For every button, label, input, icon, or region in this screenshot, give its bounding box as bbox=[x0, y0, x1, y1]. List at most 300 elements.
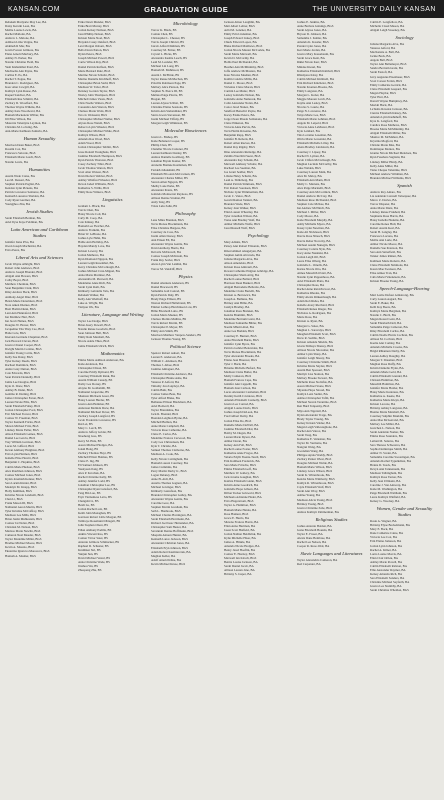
graduate-name: Nicolas S. Laurie, BA bbox=[297, 104, 325, 109]
graduate-name: Erin Elaine Jameson, BA bbox=[370, 539, 402, 544]
graduate-name: Gabrielle L. Ornells, BA bbox=[297, 262, 328, 267]
graduate-name: Jennifer Marie Holder, BA bbox=[370, 385, 404, 390]
graduate-name: Katherine S. Willis, BGS bbox=[78, 185, 110, 190]
graduate-name: Madeleine Anne Rich, BA bbox=[78, 280, 111, 285]
graduate-name: Jennifer B. Rebeck, BA bbox=[224, 137, 254, 142]
graduate-name: Zachary Parker Wiest, BGS bbox=[297, 457, 332, 462]
graduate-name: Raphael D. Schuster, BS bbox=[78, 543, 109, 548]
graduate-name: Braina D. Teeck, BA bbox=[370, 462, 396, 467]
graduate-name: Ashly Michelle Myers, BA bbox=[297, 222, 331, 227]
graduate-name: Jordan Kelsey Neilson, BGS bbox=[78, 28, 114, 33]
graduate-name: Anne El-Aldi, BA bbox=[151, 476, 174, 481]
department-heading: Literature, Language and Writing bbox=[81, 312, 144, 318]
graduate-name: Daniel Andrew McCray, BA bbox=[297, 194, 333, 199]
graduate-name: Gemma R. Dutting, BGS bbox=[5, 391, 37, 396]
graduate-name: Katherine E. Verkstner, BA bbox=[297, 436, 331, 441]
graduate-name: Sarah E. Baker, BA bbox=[370, 300, 395, 305]
graduate-name: Garrison Robert Little Morgan, BS bbox=[78, 515, 122, 520]
graduate-name: Claire E. Carlos, BA bbox=[151, 432, 177, 437]
graduate-name: Sara Theresa Schwestra, BA bbox=[370, 442, 406, 447]
graduate-name: Brianna Michelle Buford, BA bbox=[224, 365, 261, 370]
graduate-name: Ashlee Young, BA bbox=[297, 493, 321, 498]
graduate-name: Caitlin Michael Kimbrell, BA bbox=[297, 76, 335, 81]
graduate-name: Melissa Paige Pirotte, BS bbox=[151, 92, 183, 97]
graduate-name: Justin Allen Dorsey, BGS bbox=[151, 234, 183, 239]
graduate-name: Michael Lin Long, BS bbox=[151, 64, 179, 69]
graduate-name: Hannah Jean Carlson, BA bbox=[224, 386, 257, 391]
graduate-name: Anna Mae McGerrand, BA bbox=[370, 418, 404, 423]
graduate-name: Rachel A. Kilner, BA bbox=[370, 547, 397, 552]
graduate-name: Mallory Alice Pierson, BA bbox=[151, 84, 185, 89]
graduate-name: Rebecca Lynn Wheeler, BGS bbox=[78, 125, 115, 130]
graduate-name: Adam Robert Kazmierczak, BA bbox=[151, 549, 191, 554]
graduate-name: Jacob Clifton McCullough, BA bbox=[297, 157, 336, 162]
graduate-name: Michael Charles Harrington, BA bbox=[151, 513, 192, 518]
graduate-name: Conor Jarod Nunez, BA bbox=[224, 104, 254, 109]
graduate-name: Jordan Lynn Johnson, BA bbox=[370, 543, 403, 548]
graduate-name: Rosie A. Wagner, BA bbox=[370, 519, 397, 524]
department-heading: Sociology bbox=[395, 35, 414, 41]
graduate-name: Tyler Kristine McCaffrey, BGS bbox=[5, 509, 44, 514]
graduate-name: Courtney Christine Smith, BGS bbox=[297, 359, 337, 364]
graduate-name: Kylie Michelle Hiser, BA bbox=[224, 535, 256, 540]
graduate-name: Yash Kishanbhai Patel, BA bbox=[5, 64, 39, 69]
graduate-name: Anne Marie Campbell, BA bbox=[151, 424, 185, 429]
graduate-name: Claire Elizabeth Simmons, BA bbox=[370, 262, 409, 267]
graduate-name: Kenneth Lance Jackson, BGS bbox=[151, 537, 188, 542]
graduate-name: Angela M. Leipold, BGS bbox=[297, 121, 329, 126]
graduate-name: Kelly Anne Miller, BA bbox=[370, 163, 399, 168]
graduate-name: Ann-Marie Kathleen Zamrzla, BA bbox=[5, 129, 48, 134]
graduate-name: Lexi Morgan Osborn, BGS bbox=[78, 44, 112, 49]
graduate-name: Jack Jerome Gaughan, BGS bbox=[224, 475, 259, 480]
column-6 bbox=[369, 20, 440, 796]
graduate-name: Francesca Lucano, BA bbox=[370, 234, 399, 239]
graduate-name: Jasmine Elizabeth Dial, BA bbox=[224, 426, 259, 431]
graduate-name: Madeline Bertrum Grant, BA bbox=[224, 317, 261, 322]
graduate-name: Elizabeth Ann Mann, BGS bbox=[297, 177, 331, 182]
graduate-name: Courtney M. Ermer, BS bbox=[151, 48, 181, 53]
graduate-name: Bethanee Ellison Blackburn, BA bbox=[151, 399, 192, 404]
graduate-name: Mary Adkins, BGS bbox=[224, 240, 248, 245]
graduate-name: David Robert Webber, BGS bbox=[78, 173, 113, 178]
graduate-name: Jackson Abner Laughlin, BA bbox=[224, 20, 260, 24]
graduate-name: Austin William Canady, BS bbox=[78, 377, 113, 382]
graduate-name: Shawna Frances Harris, BA bbox=[224, 519, 259, 524]
graduate-name: Abigail Elizabeth Miller, BA bbox=[370, 131, 406, 136]
graduate-name: Abigail Louise Davis, BGS bbox=[224, 406, 259, 411]
graduate-name: Sarah Ann Wray, BGS bbox=[297, 489, 325, 494]
graduate-name: Chelsea Marie Watts, BGS bbox=[78, 109, 112, 114]
graduate-name: Moriah Huck, BA bbox=[370, 102, 393, 107]
graduate-name: Tevia Monae Brockmann, BA bbox=[151, 222, 189, 227]
graduate-name: Tyler J. Buck, BA bbox=[224, 361, 247, 366]
graduate-name: Kristina Marie Snyder, BGS bbox=[297, 363, 333, 368]
graduate-name: Madison Claire Butler, BA bbox=[224, 369, 258, 374]
graduate-name: Sarah Elizabeth Dell, BA bbox=[370, 321, 402, 326]
graduate-name: Steven Allen Nguyen, BS bbox=[151, 179, 183, 184]
graduate-name: Alexa Lynn Van Lanthal, BA bbox=[151, 262, 188, 267]
graduate-name: Alayna M. Goldsmith, BS bbox=[78, 385, 111, 390]
graduate-name: Kendra Brummit, BGS bbox=[224, 313, 253, 318]
graduate-name: Natalie Renee Goodwin, BGS bbox=[78, 327, 116, 332]
graduate-name: Connor W. Freeman, BGS bbox=[5, 415, 38, 420]
graduate-name: Luke A. Wright, BA bbox=[78, 301, 104, 306]
department-heading: Political Science bbox=[170, 344, 201, 350]
graduate-name: Chuck Edward Lopez, BA bbox=[224, 40, 257, 45]
department-heading: Philosophy bbox=[175, 210, 196, 216]
graduate-name: Sarah Elizabeth Fahey, BGS bbox=[5, 403, 41, 408]
graduate-name: Kaitlyn Lenz Sudler, BA bbox=[297, 392, 328, 397]
graduate-name: Rebekah Mariyarie May Lee, BA bbox=[5, 20, 47, 24]
graduate-name: Adolf Arnold Kline, BA bbox=[151, 557, 182, 562]
graduate-name: Andrea Kathryn Zimmerman, BA bbox=[297, 509, 339, 514]
graduate-name: Lauren Nicole Ellis, BGS bbox=[5, 399, 37, 404]
graduate-name: Paige N. Lawrence, BA bbox=[297, 109, 327, 114]
graduate-name: Cody Moore, BA bbox=[297, 214, 319, 219]
graduate-name: Jacob Frederick Lawrence, BS bbox=[78, 418, 116, 423]
graduate-name: Tanner James Rinner, BA bbox=[370, 254, 402, 259]
graduate-name: Holly Kuhlman, BGS bbox=[5, 488, 32, 493]
graduate-name: Natalie C. Birch, BA bbox=[370, 313, 397, 318]
graduate-name: Jackson Thomas Young, BS bbox=[151, 337, 186, 342]
column-5 bbox=[296, 20, 367, 796]
graduate-name: Jasmine Elizabeth Thompson, BGS bbox=[78, 153, 122, 158]
graduate-name: Kristin Danielle Flynn, BA bbox=[370, 365, 404, 370]
graduate-name: Stephen Cole McKee, BA bbox=[297, 202, 330, 207]
graduate-name: Amber Lynn Sharp, BA bbox=[297, 351, 327, 356]
graduate-name: Dominique Montez, BA bbox=[370, 147, 400, 152]
graduate-name: Katherine Anne Fragos, BA bbox=[224, 450, 259, 455]
graduate-name: Amber N. Swain, BA bbox=[370, 450, 397, 455]
graduate-name: Marie Rose, BA bbox=[297, 315, 318, 320]
graduate-name: Daniel Ray Rigsby, BGS bbox=[224, 145, 255, 150]
graduate-name: Nathaniel Aaron Martin, BGS bbox=[5, 504, 43, 509]
graduate-name: Hannah Lauren Courtney, BA bbox=[151, 460, 189, 465]
graduate-name: Victoria Rose Catherine, BA bbox=[151, 428, 187, 433]
graduate-name: Elizabeth Ella Ann McCracken, BS bbox=[151, 171, 195, 176]
graduate-name: Jennifer Young Cottle, BGS bbox=[5, 351, 40, 356]
graduate-columns bbox=[4, 20, 440, 796]
graduate-name: Kimberly Gabrielle Vela, BA bbox=[78, 289, 115, 293]
graduate-name: Kirsten A. Bertowicz, BA bbox=[224, 293, 257, 298]
graduate-name: Tamboye Rosemund Obiageli, BS bbox=[78, 519, 121, 524]
graduate-name: Shanice M. McMahon, BA bbox=[370, 135, 404, 140]
graduate-name: Jason Scott Hatfield, BA bbox=[224, 527, 255, 532]
graduate-name: James Cummins, BA bbox=[151, 464, 178, 469]
graduate-name: Leah M. Leander, BS bbox=[151, 60, 178, 65]
graduate-name: Sean Patrick Donnelly, BGS bbox=[5, 375, 41, 380]
graduate-name: Jordan Mathews, BA bbox=[78, 252, 105, 257]
graduate-name: Rowan Catherine Pidgion Arbridge, BA bbox=[224, 268, 274, 273]
graduate-name: Ashlea Christopher Tafiti, BA bbox=[297, 396, 335, 401]
graduate-name: Martine Nicole Schultz, BGS bbox=[78, 72, 115, 77]
graduate-name: Scott Carson Ferlan, BGS bbox=[370, 78, 403, 83]
graduate-name: Frank Mason III, BGS bbox=[5, 500, 33, 505]
graduate-name: Taylor M. Vermeire, BA bbox=[297, 440, 328, 445]
graduate-name: Taylor Alexandria Cameron, BA bbox=[297, 558, 338, 562]
graduate-name: Shelby Lane Parks, BS bbox=[151, 183, 180, 188]
graduate-name: Erica Perez, BA bbox=[5, 248, 26, 253]
graduate-name: William C. Atkinson, BA bbox=[151, 359, 183, 364]
graduate-name: Daniel Lee Garcia, BGS bbox=[5, 436, 36, 441]
graduate-name: Maxwell Anthony Scholtz, BA bbox=[224, 161, 263, 166]
graduate-name: Brady Paige Ellison, BS bbox=[151, 296, 182, 301]
graduate-name: Valaria Edyth Fuente-Tarell, BGS bbox=[224, 454, 266, 459]
graduate-name: Bobby M. Dugan, BA bbox=[224, 430, 252, 435]
graduate-name: Jacob Thomas Warren, BGS bbox=[78, 165, 114, 170]
graduate-name: Morgan G. Salee, BA bbox=[297, 323, 324, 328]
graduate-name: Brenna Marie Marshall, BA bbox=[370, 410, 405, 415]
graduate-name: Lane Miles Brennan, BGS bbox=[151, 217, 184, 222]
graduate-name: Sandford Benedict Payne, BA bbox=[224, 109, 262, 114]
graduate-name: Mitchell James Vieux, BGS bbox=[78, 96, 113, 101]
graduate-name: Jordan Leigh Oil, BGS bbox=[297, 254, 326, 259]
column-4 bbox=[223, 20, 294, 796]
graduate-name: Kathryn Rose Turner, BA bbox=[370, 474, 402, 479]
graduate-name: Courtney Ann McCormick, BGS bbox=[297, 189, 338, 194]
graduate-name: Courtney Sulphin Mauldin, BA bbox=[370, 414, 410, 419]
graduate-name: Sara Elizabeth Sanders, BA bbox=[370, 575, 405, 580]
graduate-name: Mollie Ann Lurie, BA bbox=[370, 238, 398, 243]
graduate-name: Kiersten Gertrude Chapman, BGS bbox=[5, 335, 48, 339]
graduate-name: Stephen Aubin Alvarado, BA bbox=[224, 252, 261, 257]
graduate-name: Katharine A. Keene, BA bbox=[370, 393, 401, 398]
department-heading: Speech-Language-Hearing bbox=[379, 285, 430, 291]
graduate-name: Madeline Frances Carwood, BA bbox=[151, 436, 192, 441]
department-heading: Human Sexuality bbox=[23, 136, 56, 142]
graduate-name: Taylor Kenneth Fricks, BGS bbox=[5, 419, 41, 424]
graduate-name: Ryan Fusahara Sugitani, BA bbox=[370, 155, 406, 160]
graduate-name: Jorge Owen Pineda Saldanana, BA bbox=[224, 117, 268, 122]
graduate-name: Laura Elise Olberg, BA bbox=[297, 258, 327, 263]
graduate-name: Isabelle Avery Riechard, BGS bbox=[297, 303, 335, 308]
graduate-name: Tyler Kelsey Deeds, BGS bbox=[5, 359, 37, 364]
graduate-name: Fred Gilbert Derby, BA bbox=[224, 414, 254, 419]
graduate-name: Gretchen L. Nelson, BA bbox=[370, 426, 401, 431]
graduate-name: Kristen Lowery, BA bbox=[78, 248, 104, 253]
graduate-name: Chandler Nicole Cuttoner, BS bbox=[151, 147, 189, 152]
graduate-name: Colby Boyer, BGS bbox=[5, 278, 29, 283]
graduate-name: Ryan Patrick Daly, BS bbox=[151, 292, 179, 297]
graduate-name: Billie Elizabeth Lutto, BS bbox=[151, 308, 184, 313]
graduate-name: Daniel Aberkeis Anderson, BS bbox=[151, 280, 189, 285]
graduate-name: Douglas Michael Welde, BA bbox=[297, 461, 333, 466]
graduate-name: Jessica Ann Hemmer, BS bbox=[78, 402, 110, 407]
graduate-name: Emma Maria Addison Anderson, BA bbox=[78, 357, 124, 362]
graduate-name: Elise Aimee Tran, BA bbox=[370, 270, 398, 275]
graduate-name: Naomi Mhairi Abel, BA bbox=[224, 325, 255, 330]
graduate-name: Rachel Louise Foster, BGS bbox=[224, 446, 258, 451]
graduate-name: Owen Joseph Machnicki, BA bbox=[5, 244, 42, 249]
graduate-name: Nicole Adele Thies, BGS bbox=[78, 339, 110, 344]
graduate-name: Ashley Winifred Wheeler, BGS bbox=[78, 177, 118, 182]
graduate-name: Kelsey Jean Walker, BGS bbox=[224, 206, 256, 211]
graduate-name: Yunjun Sun, BS bbox=[78, 551, 98, 556]
graduate-name: Gabrielle Anne Nemecek, BA bbox=[224, 96, 262, 101]
graduate-name: Victoria Lee Cox, BA bbox=[370, 535, 398, 540]
graduate-name: Emily Ann Smith, BS bbox=[151, 329, 178, 334]
graduate-name: Alexandria M. Purswell, BA bbox=[78, 276, 114, 281]
graduate-name: Helen Marie Donaldson, BGS bbox=[5, 298, 43, 303]
graduate-name: Amanda Rachel Sypulkdisat, BA bbox=[370, 458, 412, 463]
graduate-name: Drew R. Sedillo, BGS bbox=[297, 335, 325, 340]
graduate-name: Mari Leslie Dufour Armstrong, BA bbox=[370, 292, 414, 297]
graduate-name: Madison Rose McDonald, BGS bbox=[297, 198, 337, 203]
graduate-name: Frank Ray Sevier, BGS bbox=[151, 258, 181, 263]
graduate-name: Chris Noelle Walters, BGS bbox=[78, 100, 112, 105]
graduate-name: Christopher L. Chesser, BS bbox=[151, 36, 185, 41]
graduate-name: Hallie Ann Holliday, BA bbox=[78, 240, 109, 245]
graduate-name: Alahnah R Mar, BA bbox=[5, 44, 30, 49]
graduate-name: Eric Robert Sorensen, BGS bbox=[224, 185, 259, 190]
department-heading: Mathematics bbox=[100, 350, 125, 356]
graduate-name: Hollis Paul McDonald, BA bbox=[224, 60, 258, 65]
graduate-name: Red Carpenter, BA bbox=[297, 562, 321, 567]
graduate-name: Robert Austin Keal, BA bbox=[370, 226, 400, 231]
graduate-name: Brendan Leighton Byrne, BA bbox=[151, 416, 188, 421]
graduate-name: Christopher Blaine Ashe, BA bbox=[151, 375, 188, 380]
graduate-name: Angela Bell, BGS bbox=[370, 58, 393, 63]
graduate-name: Zabitha Warchild Sezar, BGS bbox=[224, 153, 261, 158]
graduate-name: Caila Mariel Valenzuela, BA bbox=[370, 274, 406, 279]
graduate-name: Kate Nicolas Meehan, BGS bbox=[224, 72, 259, 77]
graduate-name: Taylor Lee Dodge, BGS bbox=[78, 319, 109, 324]
graduate-name: Anne Lee Budden, BGS bbox=[224, 329, 255, 334]
graduate-name: Amber Nicole Moore, BA bbox=[370, 242, 403, 247]
graduate-name: Andrew Roy Amaro, BA bbox=[370, 189, 401, 194]
graduate-name: Travis Chen, BA bbox=[78, 208, 99, 213]
graduate-name: Devon Jaded Williams, BGS bbox=[78, 181, 114, 186]
graduate-name: Blake Richard Matthews, BGS bbox=[224, 44, 263, 49]
graduate-name: Molly Cameron, BGS bbox=[224, 373, 252, 378]
graduate-name: Amanda Elizabeth Connolly, BGS bbox=[224, 398, 267, 403]
graduate-name: Mitchell Elliott Holmes, BS bbox=[78, 454, 113, 459]
graduate-name: Christie Marie Mus, BA bbox=[370, 143, 401, 148]
graduate-name: Michelle Cloud Mason, BA bbox=[370, 24, 405, 29]
graduate-name: Connor Michael Jones, BGS bbox=[5, 472, 41, 477]
graduate-name: Scott Alan Watson, BGS bbox=[78, 169, 109, 174]
graduate-name: Ryan Diamond Nguyen, BA bbox=[78, 256, 114, 261]
graduate-name: Wesley John Thompson, BGS bbox=[78, 92, 116, 97]
graduate-name: Madison W. Tabor, BGS bbox=[78, 84, 109, 89]
graduate-name: Logan Delaney, BGS bbox=[151, 472, 178, 477]
graduate-name: Samantha Caroline Swearingen, BA bbox=[370, 454, 415, 459]
graduate-name: Benjamin C. Hopkins, BGS bbox=[5, 460, 40, 465]
graduate-name: Victoria Anne Purvis, BA bbox=[224, 125, 256, 130]
graduate-name: Emily Erin Lindeman, BA bbox=[224, 32, 257, 37]
graduate-name: Joshua Lyle Hahn, BA bbox=[78, 236, 107, 241]
graduate-name: Courtney Elizabeth Rank, BA bbox=[78, 373, 116, 378]
graduate-name: Travis Joseph Chilcutt, BS bbox=[151, 40, 185, 45]
graduate-name: Austin Ben Spessert, BGS bbox=[297, 368, 330, 373]
graduate-name: Colin Alexander Nolan, BA bbox=[224, 100, 259, 105]
department-heading: Linguistics bbox=[102, 197, 123, 203]
graduate-name: Alyssa Rose Wendt, BGS bbox=[78, 121, 110, 126]
graduate-name: Sarah Alysse Jones, BA bbox=[297, 28, 327, 33]
graduate-name: Alexandra Keshia Leach, BS bbox=[151, 56, 187, 61]
graduate-name: Dwight Martin Corzine, BGS bbox=[5, 347, 42, 352]
graduate-name: Allison M. Cochran, BGS bbox=[370, 337, 403, 342]
graduate-name: Dillon Tucker Griswold, BGS bbox=[224, 491, 262, 496]
graduate-name: Joe Grant Seidler, BGS bbox=[224, 169, 253, 174]
graduate-name: Kelsey G. Woolsey, BA bbox=[370, 499, 400, 504]
graduate-name: Jaicob Alfred Dishman, BS bbox=[151, 44, 185, 49]
graduate-name: Alex Paige Marinelli, BGS bbox=[297, 185, 331, 190]
graduate-name: Brittany Ashley Langston, BA bbox=[370, 406, 408, 411]
graduate-name: Chelsea Molina Mullins, BS bbox=[151, 317, 187, 321]
graduate-name: Francesca Salcedo, BGS bbox=[5, 151, 36, 156]
graduate-name: Meaghan Elizabeth Scott, BGS bbox=[297, 331, 336, 336]
graduate-name: Hannah A. Mosher, BGS bbox=[5, 553, 36, 558]
graduate-name: Eryn Vietnamese Letto, BS bbox=[78, 495, 112, 500]
graduate-name: Trevor M. Vandriff, BGS bbox=[151, 266, 183, 271]
graduate-name: Cassandra Ann Warren, BGS bbox=[78, 104, 114, 109]
graduate-name: Christian M. Nelson, BGS bbox=[5, 525, 38, 530]
graduate-name: Maggie Moreen Larch, BA bbox=[297, 96, 331, 101]
graduate-name: Christopher Michael White, BGS bbox=[78, 129, 120, 134]
graduate-name: Taylor E. Fraser, BA bbox=[297, 531, 323, 536]
graduate-name: Alex M. Maloy, BA bbox=[297, 173, 322, 178]
graduate-name: Anna Maria Martinez, BA bbox=[78, 272, 111, 277]
graduate-name: Ariel Ilyse Kaye Feldman, BA bbox=[5, 219, 43, 224]
graduate-name: Anna Elizabeth Burns, BGS bbox=[224, 337, 259, 342]
column-3 bbox=[150, 20, 221, 796]
graduate-name: Megan Haydar, BGS bbox=[370, 90, 396, 95]
graduate-name: Lauren E. Anderson, BA bbox=[151, 355, 182, 360]
graduate-name: Michael Steven Tarantino, BGS bbox=[297, 400, 337, 405]
graduate-name: Amber Michelle Wolfe, BGS bbox=[224, 222, 261, 227]
graduate-name: Jessica Lea Stumbhy, BA bbox=[370, 584, 402, 588]
graduate-name: Kasey Lynn Newman, BA bbox=[297, 226, 330, 231]
graduate-name: Leah A. Shlitzberg, BA bbox=[224, 177, 254, 182]
graduate-name: Ankita Vincent Rao, BS bbox=[78, 531, 108, 536]
graduate-name: Carrie Wilson Ray, BGS bbox=[78, 60, 109, 65]
graduate-name: Brian Avery Dowell, BGS bbox=[78, 323, 111, 328]
graduate-name: Sara Larkin Kinder, BGS bbox=[5, 480, 37, 485]
graduate-name: Erika Brett Murray, BGS bbox=[78, 24, 110, 29]
graduate-name: Rossini Cox, BA bbox=[5, 147, 27, 152]
graduate-name: Dane Catherine Caine, BA bbox=[370, 531, 404, 536]
graduate-name: Trena Ann Bradley Wolf, BA bbox=[224, 218, 261, 223]
graduate-name: Sarah Lynn Roth, BA bbox=[78, 284, 105, 289]
graduate-name: Christopher Brian Stohl, BGS bbox=[78, 80, 116, 85]
graduate-name: James Christopher Eaton, BGS bbox=[5, 395, 44, 400]
graduate-name: Erica Hagerstrom, BGS bbox=[224, 499, 254, 504]
graduate-name: Caroline Emily Dymond, BS bbox=[78, 369, 114, 374]
paper-name: THE UNIVERSITY DAILY KANSAN bbox=[312, 5, 436, 13]
graduate-name: Jordan Maria Meeker, BS bbox=[151, 312, 183, 317]
graduate-name: Abigail Ann Bowers, BGS bbox=[5, 274, 39, 279]
graduate-name: Laura Kathryn Winfield, BA bbox=[370, 495, 406, 500]
graduate-name: Kristen Marie Noel, BGS bbox=[78, 36, 110, 41]
graduate-name: Michael Austin Nunegin, BGS bbox=[297, 242, 335, 247]
graduate-name: Kelly Sue Daley, BGS bbox=[5, 355, 33, 360]
graduate-name: Ashley Jennifer Ladd, BS bbox=[78, 478, 110, 483]
graduate-name: Youngjhoo Zhu, BA bbox=[5, 201, 31, 206]
graduate-name: Rachel Lee Nelson, BA bbox=[297, 539, 327, 544]
graduate-name: Christine Elaina Sessions, BS bbox=[151, 104, 188, 109]
graduate-name: Jonathan Christopher Lee, BS bbox=[78, 483, 116, 488]
graduate-name: Alex Pearlman Johnson, BGS bbox=[5, 468, 42, 473]
graduate-name: Jessica Lee Conrad, BA bbox=[224, 402, 254, 407]
graduate-name: Brittany S. Jasper, BA bbox=[224, 572, 252, 577]
graduate-name: Anna Christine Wade, BS bbox=[78, 559, 110, 564]
graduate-name: Benjamin Rapp, BGS bbox=[224, 133, 251, 138]
graduate-name: Gwendian Wang, BA bbox=[297, 448, 324, 453]
graduate-name: Sarah Daniel Jacob, BA bbox=[224, 564, 254, 569]
graduate-name: Juliana Margarita Alva, BA bbox=[370, 42, 405, 47]
